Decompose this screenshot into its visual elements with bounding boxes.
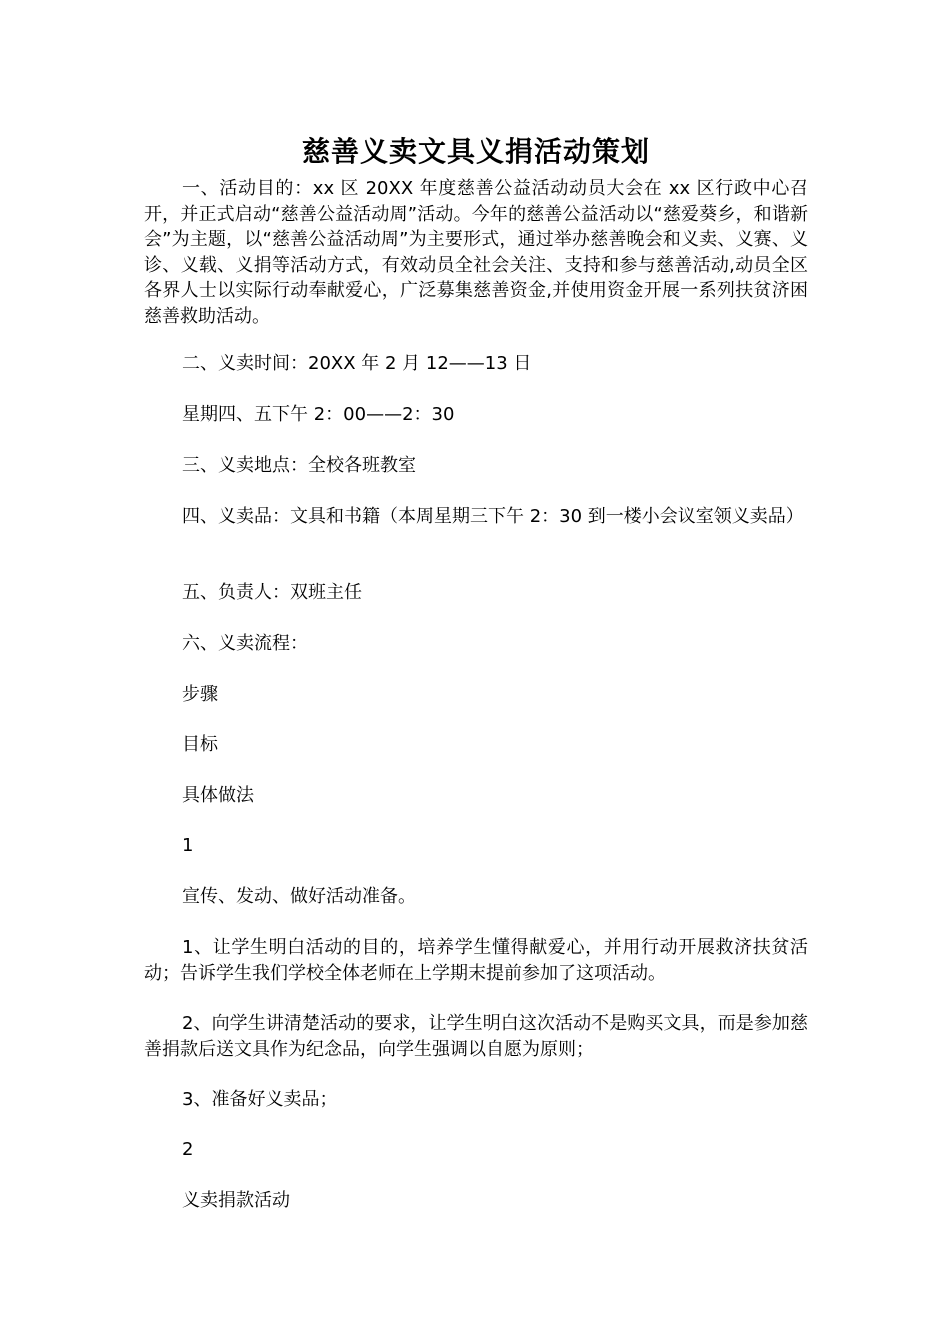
document-title: 慈善义卖文具义捐活动策划 xyxy=(301,135,650,168)
paragraph-person-in-charge: 五、负责人：双班主任 xyxy=(182,582,362,603)
paragraph-step-1-number: 1 xyxy=(182,835,194,856)
paragraph-step-2-number: 2 xyxy=(182,1139,194,1160)
paragraph-step-1-method-3: 3、准备好义卖品； xyxy=(182,1089,338,1110)
paragraph-step-header: 步骤 xyxy=(182,684,218,705)
paragraph-step-1-method-1: 1、让学生明白活动的目的，培养学生懂得献爱心，并用行动开展救济扶贫活动；告诉学生我们学校全体老师在上学期末提前参加了这项活动。 xyxy=(144,937,808,984)
paragraph-sale-items: 四、义卖品：文具和书籍（本周星期三下午 2：30 到一楼小会议室领义卖品） xyxy=(182,506,804,527)
paragraph-sale-date: 二、义卖时间：20XX 年 2 月 12——13 日 xyxy=(182,353,532,374)
paragraph-purpose: 一、活动目的：xx 区 20XX 年度慈善公益活动动员大会在 xx 区行政中心召开，并正式启动“慈善公益活动周”活动。今年的慈善公益活动以“慈爱葵乡，和谐新会”为主题，以“慈善公益活动周”为主要形式，通过举办慈善晚会和义卖、义赛、义诊、义载、义捐等活动方式，有效动员全社会关注、支持和参与慈善活动,动员全区各界人士以实际行动奉献爱心，广泛募集慈善资金,并使用资金开展一系列扶贫济困慈善救助活动。 xyxy=(144,178,808,327)
paragraph-step-1-goal: 宣传、发动、做好活动准备。 xyxy=(182,886,416,907)
paragraph-sale-process: 六、义卖流程： xyxy=(182,633,308,654)
paragraph-method-header: 具体做法 xyxy=(182,785,254,806)
paragraph-step-1-method-2: 2、向学生讲清楚活动的要求，让学生明白这次活动不是购买文具，而是参加慈善捐款后送文具作为纪念品，向学生强调以自愿为原则； xyxy=(144,1013,808,1060)
paragraph-goal-header: 目标 xyxy=(182,734,218,755)
paragraph-sale-time: 星期四、五下午 2：00——2：30 xyxy=(182,404,455,425)
paragraph-sale-location: 三、义卖地点：全校各班教室 xyxy=(182,455,416,476)
paragraph-step-2-goal: 义卖捐款活动 xyxy=(182,1190,290,1211)
